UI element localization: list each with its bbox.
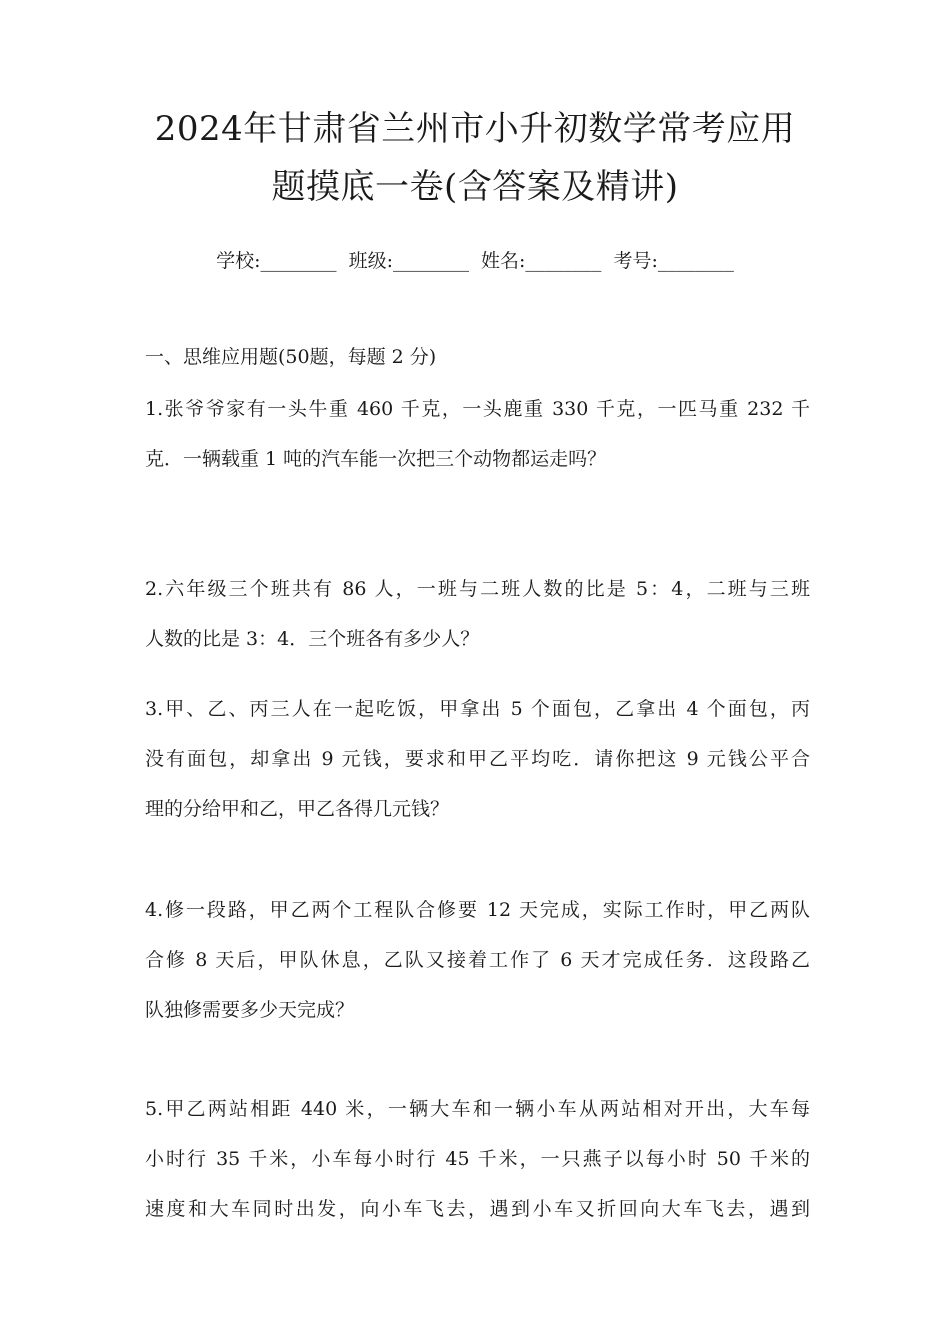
question-line: 合修 8 天后，甲队休息，乙队又接着工作了 6 天才完成任务．这段路乙 (145, 949, 810, 971)
question-line: 理的分给甲和乙，甲乙各得几元钱？ (145, 798, 450, 820)
question-line: 1.张爷爷家有一头牛重 460 千克，一头鹿重 330 千克，一匹马重 232 千 (145, 398, 810, 420)
exam-number-field: 考号:________ (613, 250, 734, 272)
question-line: 人数的比是 3：4．三个班各有多少人？ (145, 628, 480, 650)
student-info-line (0, 246, 950, 276)
question-line: 克．一辆载重 1 吨的汽车能一次把三个动物都运走吗？ (145, 448, 607, 470)
question-1 (145, 384, 810, 484)
name-field: 姓名:________ (481, 250, 602, 272)
question-line: 2.六年级三个班共有 86 人，一班与二班人数的比是 5：4，二班与三班 (145, 578, 810, 600)
question-line: 5.甲乙两站相距 440 米，一辆大车和一辆小车从两站相对开出，大车每 (145, 1098, 810, 1120)
document-title-line-2: 题摸底一卷(含答案及精讲) (271, 167, 679, 207)
document-title-line-1: 2024年甘肃省兰州市小升初数学常考应用 (154, 109, 796, 149)
class-field: 班级:________ (348, 250, 469, 272)
question-3 (145, 684, 810, 834)
school-field: 学校:________ (216, 250, 337, 272)
question-2 (145, 564, 810, 664)
question-line: 4.修一段路，甲乙两个工程队合修要 12 天完成，实际工作时，甲乙两队 (145, 899, 810, 921)
question-line: 3.甲、乙、丙三人在一起吃饭，甲拿出 5 个面包，乙拿出 4 个面包，丙 (145, 698, 810, 720)
question-line: 队独修需要多少天完成？ (145, 999, 355, 1021)
question-5 (145, 1084, 810, 1234)
section-heading: 一、思维应用题(50题，每题 2 分) (145, 346, 437, 368)
question-line: 小时行 35 千米，小车每小时行 45 千米，一只燕子以每小时 50 千米的 (145, 1148, 810, 1170)
question-4 (145, 885, 810, 1035)
question-line: 速度和大车同时出发，向小车飞去，遇到小车又折回向大车飞去，遇到 (145, 1198, 810, 1220)
question-line: 没有面包，却拿出 9 元钱，要求和甲乙平均吃．请你把这 9 元钱公平合 (145, 748, 810, 770)
